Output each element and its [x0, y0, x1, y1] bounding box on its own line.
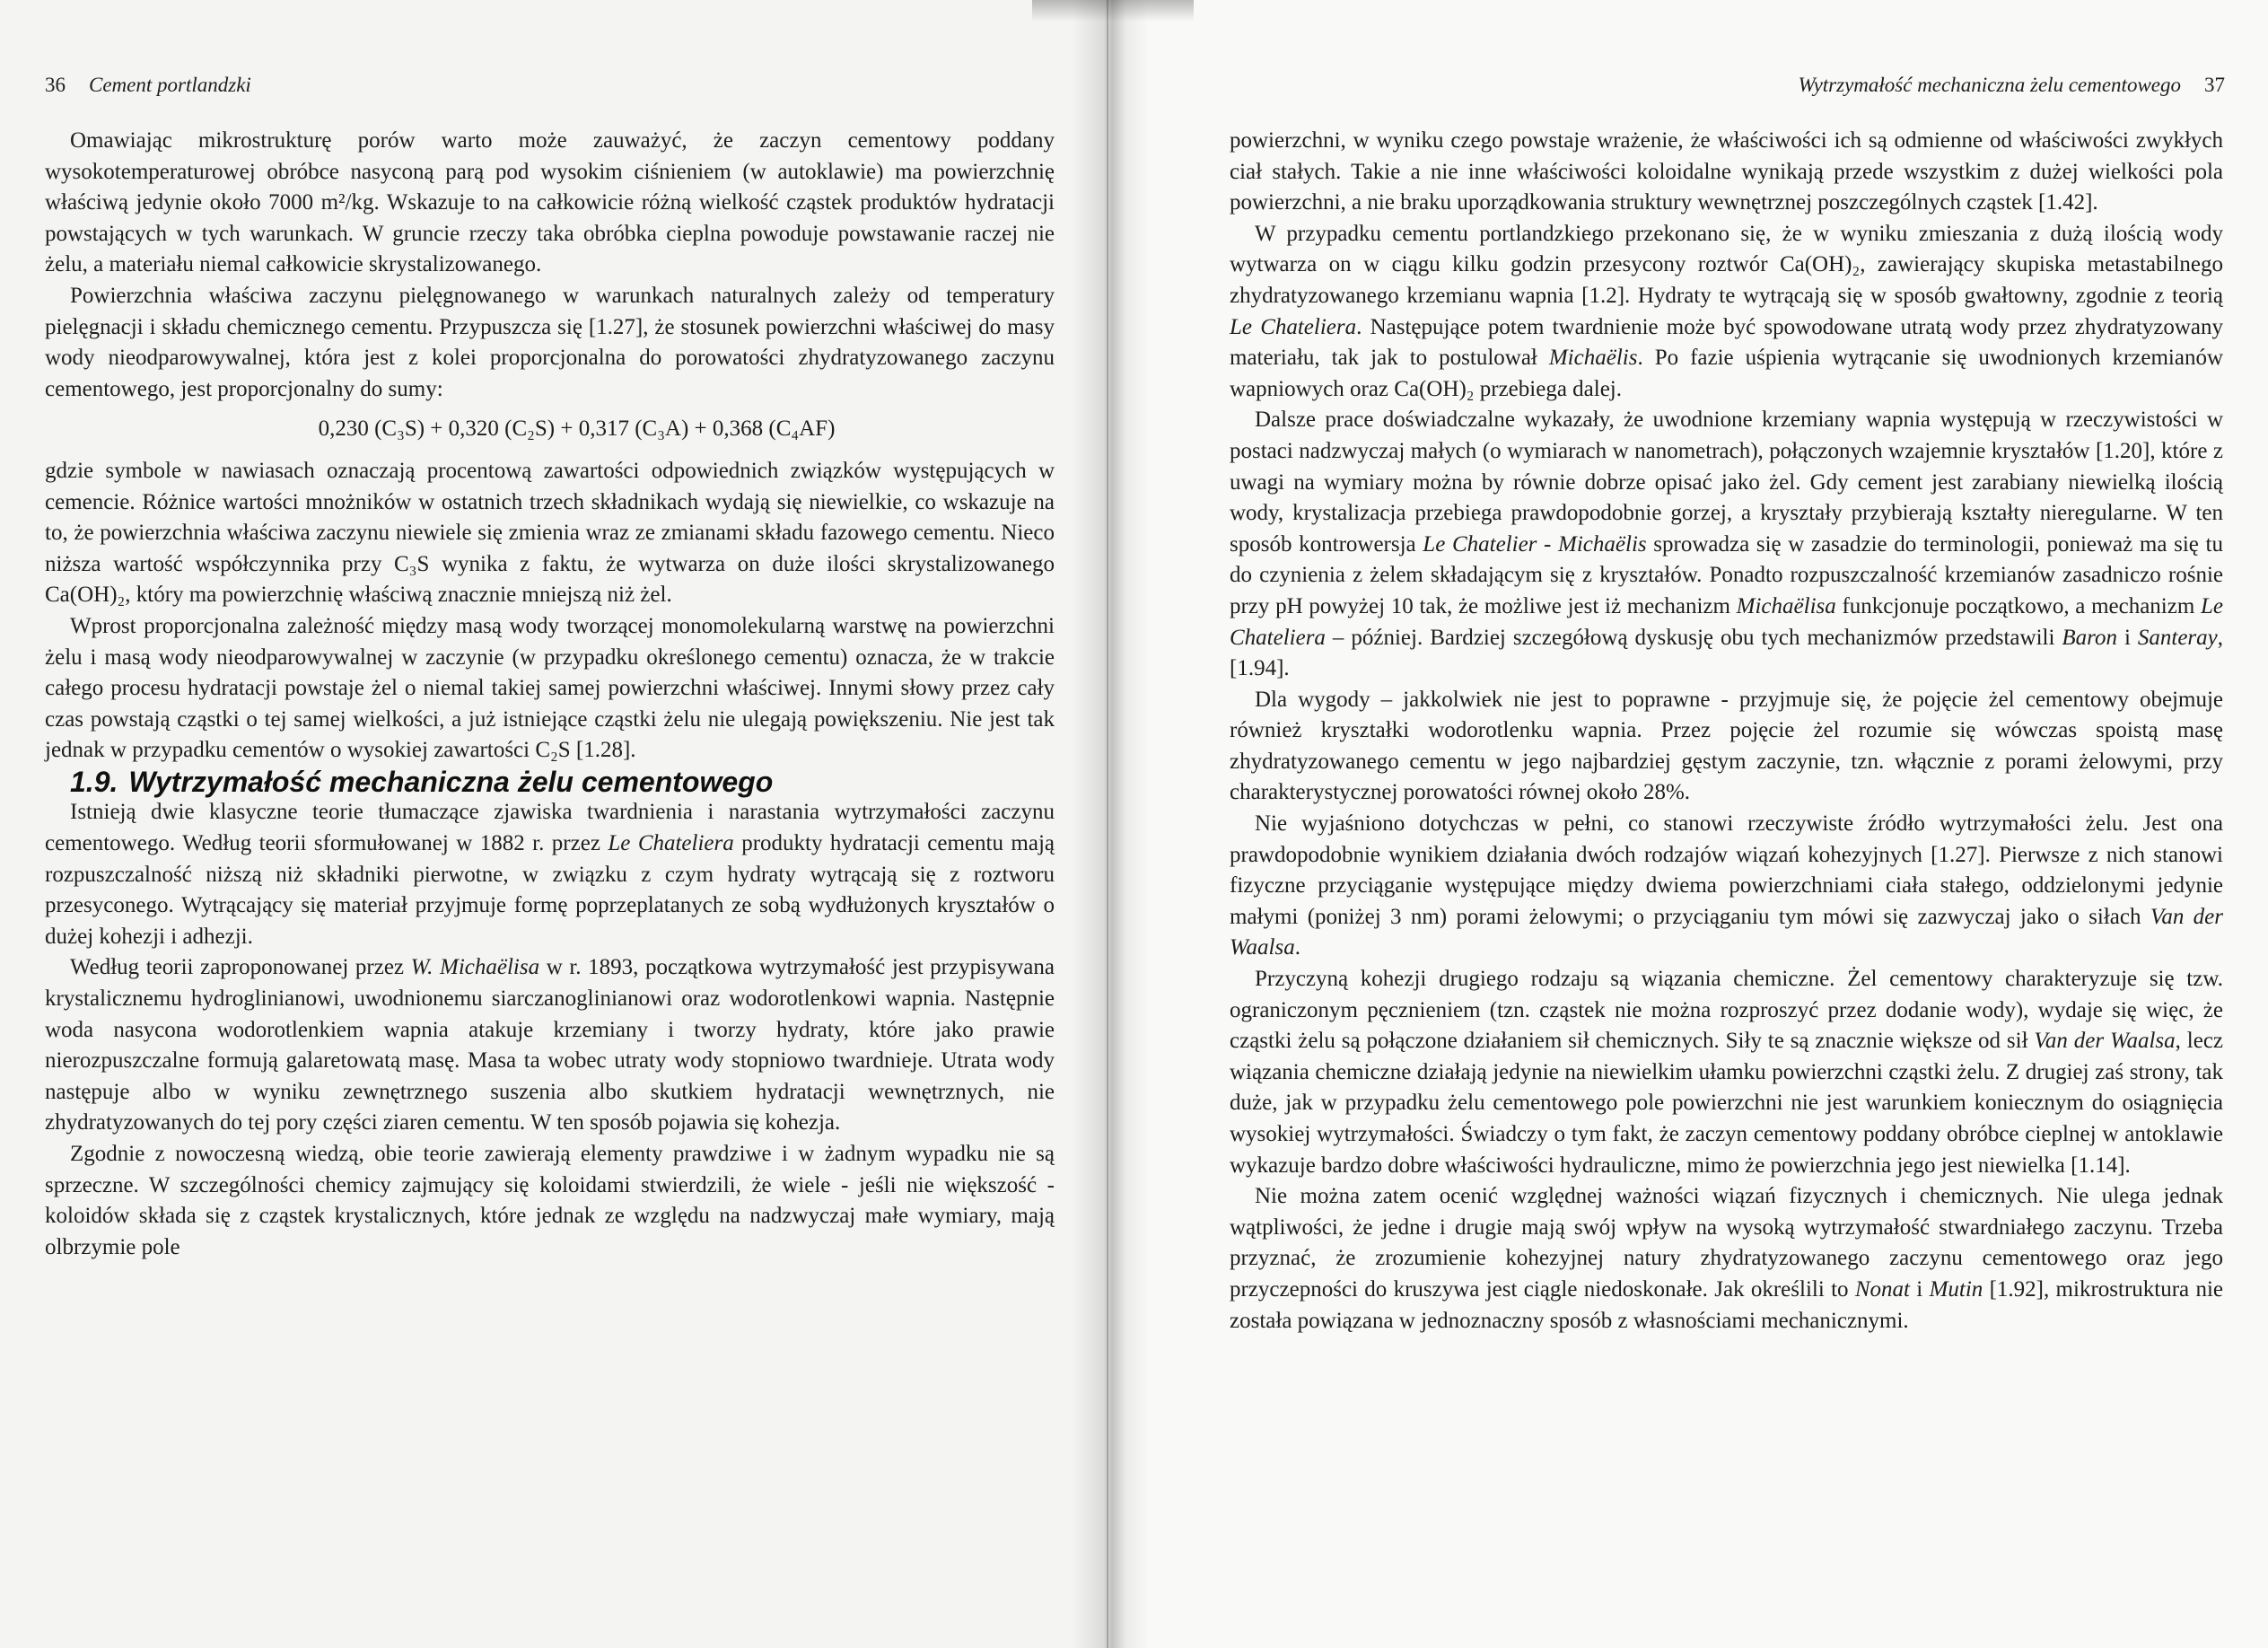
- text-run: , [1.94].: [1230, 625, 2223, 681]
- top-binding-shadow: [1032, 0, 1194, 22]
- paragraph: Dla wygody – jakkolwiek nie jest to poprawne - przyjmuje się, że pojęcie żel cementowy obejmuje również kryształki wodorotlenku wapnia. Przez pojęcie żel rozumie się wówczas spoistą masę zhydratyzowanego cementu w jego najbardziej gęstym zaczynie, tzn. włącznie z porami żelowymi, przy charakterystycznej porowatości równej około 28%.: [1230, 687, 2223, 805]
- text-run: Nie wyjaśniono dotychczas w pełni, co stanowi rzeczywiste źródło wytrzymałości żelu. Jest ona prawdopodobnie wynikiem działania dwóch rodzajów wiązań kohezyjnych [1.27]. Pierwsze z nich stanowi fizyczne przyciąganie występujące między dwiema powierzchniami ciała stałego, oddzielonymi jedynie małymi (poniżej 3 nm) porami żelowymi; o przyciąganiu tym mówi się zazwyczaj jako o siłach: [1230, 811, 2223, 929]
- right-page-number: 37: [2204, 74, 2225, 96]
- right-page: [1108, 0, 2268, 1648]
- text-run: produkty hydratacji cementu mają rozpuszczalność niższą niż składniki pierwotne, w związku z czym hydraty wytrącają się z roztworu przesyconego. Wytrącający się materiał przyjmuje formę poprzeplatanych ze sobą wydłużonych kryształów o dużej kohezji i adhezji.: [45, 831, 1055, 949]
- paragraph: [45, 797, 1055, 952]
- text-run: Istnieją dwie klasyczne teorie tłumaczące zjawiska twardnienia i narastania wytrzymałości zaczynu cementowego. Według teorii sformułowanej w 1882 r. przez: [45, 800, 1055, 856]
- right-running-head: [1799, 74, 2225, 97]
- paragraph: [45, 952, 1055, 1139]
- text-run: .: [1294, 935, 1300, 960]
- author-name: Nonat: [1854, 1276, 1910, 1302]
- left-running-head: [45, 74, 251, 97]
- text-run: funkcjonuje początkowo, a mechanizm: [1835, 593, 2201, 618]
- text-run: W przypadku cementu portlandzkiego przekonano się, że w wyniku zmieszania z dużą ilością wody wytwarza on w ciągu kilku godzin przesycony roztwór Ca(OH)₂, zawierający skupiska metastabilnego zhydratyzowanego krzemianu wapnia [1.2]. Hydraty te wytrącają się w sposób gwałtowny, zgodnie z teorią: [1230, 221, 2223, 308]
- paragraph: [1230, 964, 2223, 1181]
- author-name: Michaëlisa: [1736, 593, 1836, 618]
- book-gutter-shadow: [1073, 0, 1149, 1648]
- author-name: Le Chateliera: [1230, 593, 2223, 650]
- text-run: Dalsze prace doświadczalne wykazały, że uwodnione krzemiany wapnia występują w rzeczywistości w postaci nadzwyczaj małych (o wymiarach w nanometrach), połączonych wzajemnie kryształów [1.20], które z uwagi na wymiary można by równie dobrze opisać jako żel. Gdy cement jest zarabiany niewielką ilością wody, krystalizacja przebiega prawdopodobnie gorzej, a kryształy przybierają kształty nieregularne. W ten sposób kontrowersja: [1230, 408, 2223, 557]
- left-page-number: 36: [45, 74, 66, 96]
- left-running-title: Cement portlandzki: [89, 74, 251, 96]
- text-run: i: [2116, 625, 2138, 650]
- paragraph: [1230, 405, 2223, 684]
- paragraph: Powierzchnia właściwa zaczynu pielęgnowanego w warunkach naturalnych zależy od temperatury pielęgnacji i składu chemicznego cementu. Przypuszcza się [1.27], że stosunek powierzchni właściwej do masy wody nieodparowywalnej, która jest z kolei proporcjonalna do porowatości zhydratyzowanego zaczynu cementowego, jest proporcjonalny do sumy:: [45, 283, 1055, 401]
- text-run: Przyczyną kohezji drugiego rodzaju są wiązania chemiczne. Żel cementowy charakteryzuje się tzw. ograniczonym pęcznieniem (tzn. cząstek nie można rozproszyć przez dodanie wody), wydaje się więc, że cząstki żelu są połączone działaniem sił chemicznych. Siły te są znacznie większe od sił: [1230, 967, 2223, 1054]
- author-name: Le Chatelier - Michaëlis: [1423, 531, 1647, 557]
- text-run: Według teorii zaproponowanej przez: [70, 955, 411, 980]
- text-run: i: [1909, 1276, 1930, 1302]
- left-text-column: [45, 126, 1055, 1263]
- text-run: w r. 1893, początkowa wytrzymałość jest przypisywana krystalicznemu hydroglinianowi, uwodnionemu siarczanoglinianowi oraz wodorotlenkowi wapnia. Następnie woda nasycona wodorotlenkiem wapnia atakuje krzemiany i tworzy hydraty, które jako prawie nierozpuszczalne formują galaretowatą masę. Masa ta wobec utraty wody stopniowo twardnieje. Utrata wody następuje albo w wyniku zewnętrznego suszenia albo skutkiem hydratacji wewnętrznych, nie zhydratyzowanych do tej pory części ziaren cementu. W ten sposób pojawia się kohezja.: [45, 955, 1055, 1135]
- section-title: Wytrzymałość mechaniczna żelu cementowego: [128, 765, 774, 798]
- paragraph: gdzie symbole w nawiasach oznaczają procentową zawartości odpowiednich związków występujących w cemencie. Różnice wartości mnożników w ostatnich trzech składnikach wydają się niewielkie, co wskazuje na to, że powierzchnia właściwa zaczynu niewiele się zmienia wraz ze zmianami składu fazowego cementu. Nieco niższa wartość współczynnika przy C₃S wynika z faktu, że wytwarza on duże ilości skrystalizowanego Ca(OH)₂, który ma powierzchnię właściwą znacznie mniejszą niż żel.: [45, 458, 1055, 608]
- paragraph: [1230, 809, 2223, 964]
- text-run: Nie można zatem ocenić względnej ważności wiązań fizycznych i chemicznych. Nie ulega jednak wątpliwości, że jedne i drugie mają swój wpływ na wysoką wytrzymałość stwardniałego zaczynu. Trzeba przyznać, że zrozumienie kohezyjnej natury zhydratyzowanego zaczynu cementowego oraz jego przyczepności do kruszywa jest ciągle niedoskonałe. Jak określili to: [1230, 1184, 2223, 1302]
- text-run: sprowadza się w zasadzie do terminologii, ponieważ ma się tu do czynienia z żelem składającym się z kryształów. Ponadto rozpuszczalność krzemianów zasadniczo rośnie przy pH powyżej 10 tak, że możliwe jest iż mechanizm: [1230, 531, 2223, 618]
- paragraph: powierzchni, w wyniku czego powstaje wrażenie, że właściwości ich są odmienne od właściwości zwykłych ciał stałych. Takie a nie inne właściwości koloidalne wynikają przede wszystkim z dużej wielkości pola powierzchni, a nie braku uporządkowania struktury wewnętrznej poszczególnych cząstek [1.42].: [1230, 128, 2223, 215]
- text-run: – później. Bardziej szczegółową dyskusję obu tych mechanizmów przedstawili: [1325, 625, 2062, 650]
- paragraph: Wprost proporcjonalna zależność między masą wody tworzącej monomolekularną warstwę na powierzchni żelu i masą wody nieodparowywalnej w zaczynie (w przypadku określonego cementu) oznacza, że w trakcie całego procesu hydratacji powstaje żel o niemal takiej samej powierzchni właściwej. Innymi słowy przez cały czas powstają cząstki o tej samej wielkości, a już istniejące cząstki żelu nie ulegają powiększeniu. Nie jest tak jednak w przypadku cementów o wysokiej zawartości C₂S [1.28].: [45, 613, 1055, 763]
- author-name: Mutin: [1929, 1276, 1983, 1302]
- right-text-column: [1230, 126, 2223, 1337]
- page-fold: [1107, 0, 1108, 1648]
- right-running-title: Wytrzymałość mechaniczna żelu cementowego: [1798, 74, 2181, 96]
- section-number: 1.9.: [70, 765, 118, 798]
- author-name: Van der Waalsa: [2034, 1029, 2176, 1054]
- left-page: [0, 0, 1108, 1648]
- text-run: . Następujące potem twardnienie może być spowodowane utratą wody przez zhydratyzowany materiału, tak jak to postulował: [1230, 314, 2224, 371]
- text-run: [1.92], mikrostruktura nie została powiązana w jednoznaczny sposób z własnościami mechanicznymi.: [1230, 1276, 2223, 1333]
- formula: 0,230 (C₃S) + 0,320 (C₂S) + 0,317 (C₃A) + 0,368 (C₄AF): [318, 416, 836, 442]
- author-name: Santeray: [2137, 625, 2218, 650]
- paragraph: Omawiając mikrostrukturę porów warto może zauważyć, że zaczyn cementowy poddany wysokotemperaturowej obróbce nasyconą parą pod wysokim ciśnieniem (w autoklawie) ma powierzchnię właściwą jedynie około 7000 m²/kg. Wskazuje to na całkowicie różną wielkość cząstek produktów hydratacji powstających w tych warunkach. W gruncie rzeczy taka obróbka cieplna powoduje powstawanie raczej nie żelu, a materiału niemal całkowicie skrystalizowanego.: [45, 128, 1055, 277]
- section-heading: [45, 767, 1055, 798]
- paragraph: Zgodnie z nowoczesną wiedzą, obie teorie zawierają elementy prawdziwe i w żadnym wypadku nie są sprzeczne. W szczególności chemicy zajmujący się koloidami stwierdzili, że wiele - jeśli nie większość - koloidów składa się z cząstek krystalicznych, które jednak ze względu na nadzwyczaj małe wymiary, mają olbrzymie pole: [45, 1142, 1055, 1259]
- author-name: Le Chateliera: [608, 831, 734, 856]
- author-name: Michaëlis: [1548, 346, 1638, 371]
- paragraph: [1230, 1181, 2223, 1337]
- author-name: Van der Waalsa: [1230, 904, 2224, 960]
- author-name: W. Michaëlisa: [410, 955, 540, 980]
- text-run: . Po fazie uśpienia wytrącanie się uwodnionych krzemianów wapniowych oraz Ca(OH)₂ przebiega dalej.: [1230, 346, 2223, 401]
- text-run: , lecz wiązania chemiczne działają jedynie na niewielkim ułamku powierzchni cząstki żelu. Z drugiej zaś strony, tak duże, jak w przypadku żelu cementowego pole powierzchni nie jest warunkiem koniecznym do osiągnięcia wysokiej wytrzymałości. Świadczy o tym fakt, że zaczyn cementowy poddany obróbce cieplnej w antoklawie wykazuje bardzo dobre właściwości hydrauliczne, mimo że powierzchnia jego jest niewielka [1.14].: [1230, 1029, 2224, 1178]
- author-name: Baron: [2062, 625, 2117, 650]
- author-name: Le Chateliera: [1230, 314, 1357, 339]
- paragraph: [1230, 219, 2223, 406]
